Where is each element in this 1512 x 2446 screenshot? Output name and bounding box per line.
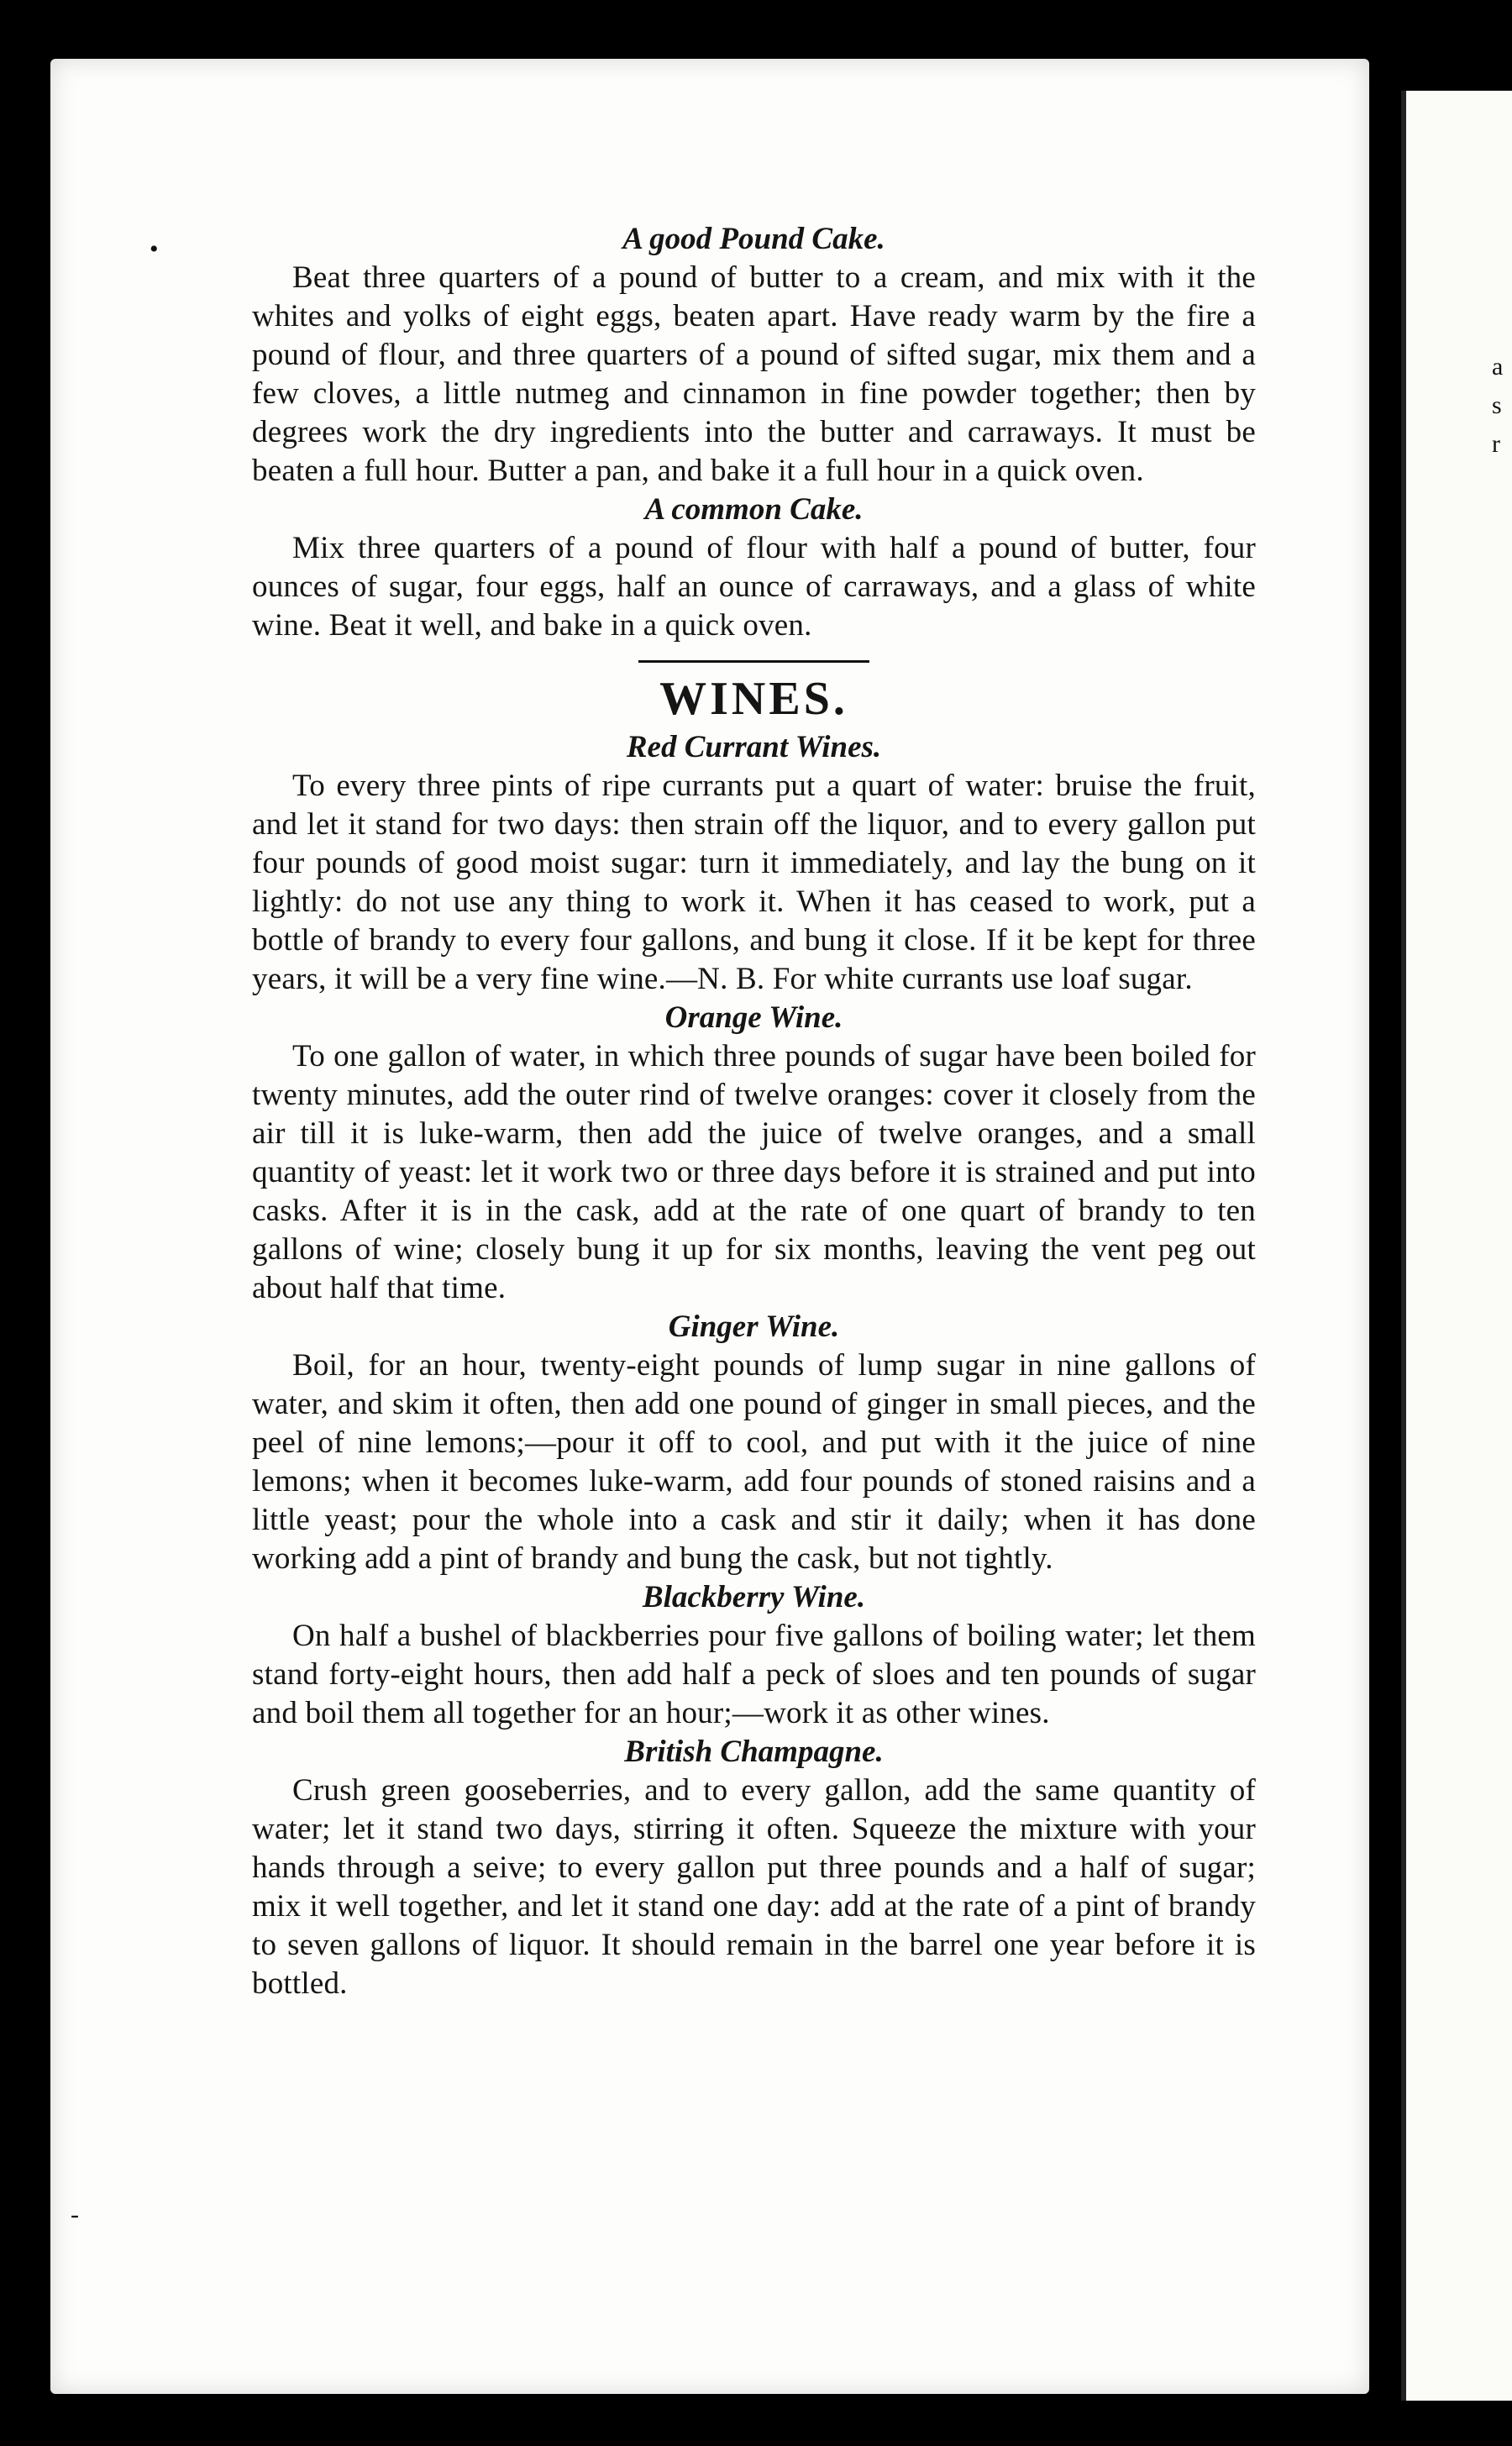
- margin-mark: •: [150, 235, 159, 263]
- margin-mark: -: [71, 2201, 79, 2228]
- recipe-body: Crush green gooseberries, and to every gallon, add the same quantity of water; let it stand two days, stirring it often. Squeeze the mixture with your hands through a seive; to every gallon put three pounds and a half of sugar; mix it well together, and let it stand one day: add at the rate of a pint of brandy to seven gallons of liquor. It should remain in the barrel one year before it is bottled.: [252, 1773, 1256, 2001]
- recipe-body: Mix three quarters of a pound of flour with half a pound of butter, four ounces of sugar, four eggs, half an ounce of carraways, and a glass of white wine. Beat it well, and bake in a quick oven.: [252, 531, 1256, 643]
- recipe-title: Orange Wine.: [664, 1000, 843, 1035]
- page-text-column: [252, 220, 1256, 2003]
- section-divider: [638, 660, 869, 663]
- recipe-title: A common Cake.: [644, 492, 864, 527]
- recipe-title: British Champagne.: [624, 1735, 884, 1769]
- section-title: WINES.: [659, 673, 848, 725]
- recipe-title: A good Pound Cake.: [622, 222, 885, 256]
- recipe-body: Beat three quarters of a pound of butter to a cream, and mix with it the whites and yolks of eight eggs, beaten apart. Have ready warm by the fire a pound of flour, and three quarters of a pound of sifted sugar, mix them and a few cloves, a little nutmeg and cinnamon in fine powder together; then by degrees work the dry ingredients into the butter and carraways. It must be beaten a full hour. Butter a pan, and bake it a full hour in a quick oven.: [252, 260, 1256, 488]
- recipe-title: Red Currant Wines.: [626, 730, 882, 764]
- recipe-body: Boil, for an hour, twenty-eight pounds of lump sugar in nine gallons of water, and skim it often, then add one pound of ginger in small pieces, and the peel of nine lemons;—pour it off to cool, and put with it the juice of nine lemons; when it becomes luke-warm, add four pounds of stoned raisins and a little yeast; pour the whole into a cask and stir it daily; when it has done working add a pint of brandy and bung the cask, but not tightly.: [252, 1348, 1256, 1576]
- facing-page-edge: [1401, 91, 1512, 2401]
- recipe-title: Ginger Wine.: [668, 1310, 840, 1344]
- facing-page-fragment: s: [1492, 391, 1502, 419]
- facing-page-fragment: r: [1492, 430, 1500, 458]
- recipe-body: To one gallon of water, in which three pounds of sugar have been boiled for twenty minutes, add the outer rind of twelve oranges: cover it closely from the air till it is luke-warm, then add the juice of twelve oranges, and a small quantity of yeast: let it work two or three days before it is strained and put into casks. After it is in the cask, add at the rate of one quart of brandy to ten gallons of wine; closely bung it up for six months, leaving the vent peg out about half that time.: [252, 1039, 1256, 1305]
- recipe-body: On half a bushel of blackberries pour five gallons of boiling water; let them stand forty-eight hours, then add half a peck of sloes and ten pounds of sugar and boil them all together for an hour;—work it as other wines.: [252, 1619, 1256, 1730]
- facing-page-fragment: a: [1492, 353, 1504, 381]
- recipe-title: Blackberry Wine.: [642, 1580, 866, 1614]
- recipe-body: To every three pints of ripe currants put a quart of water: bruise the fruit, and let it stand for two days: then strain off the liquor, and to every gallon put four pounds of good moist sugar: turn it immediately, and lay the bung on it lightly: do not use any thing to work it. When it has ceased to work, put a bottle of brandy to every four gallons, and bung it close. If it be kept for three years, it will be a very fine wine.—N. B. For white currants use loaf sugar.: [252, 769, 1256, 996]
